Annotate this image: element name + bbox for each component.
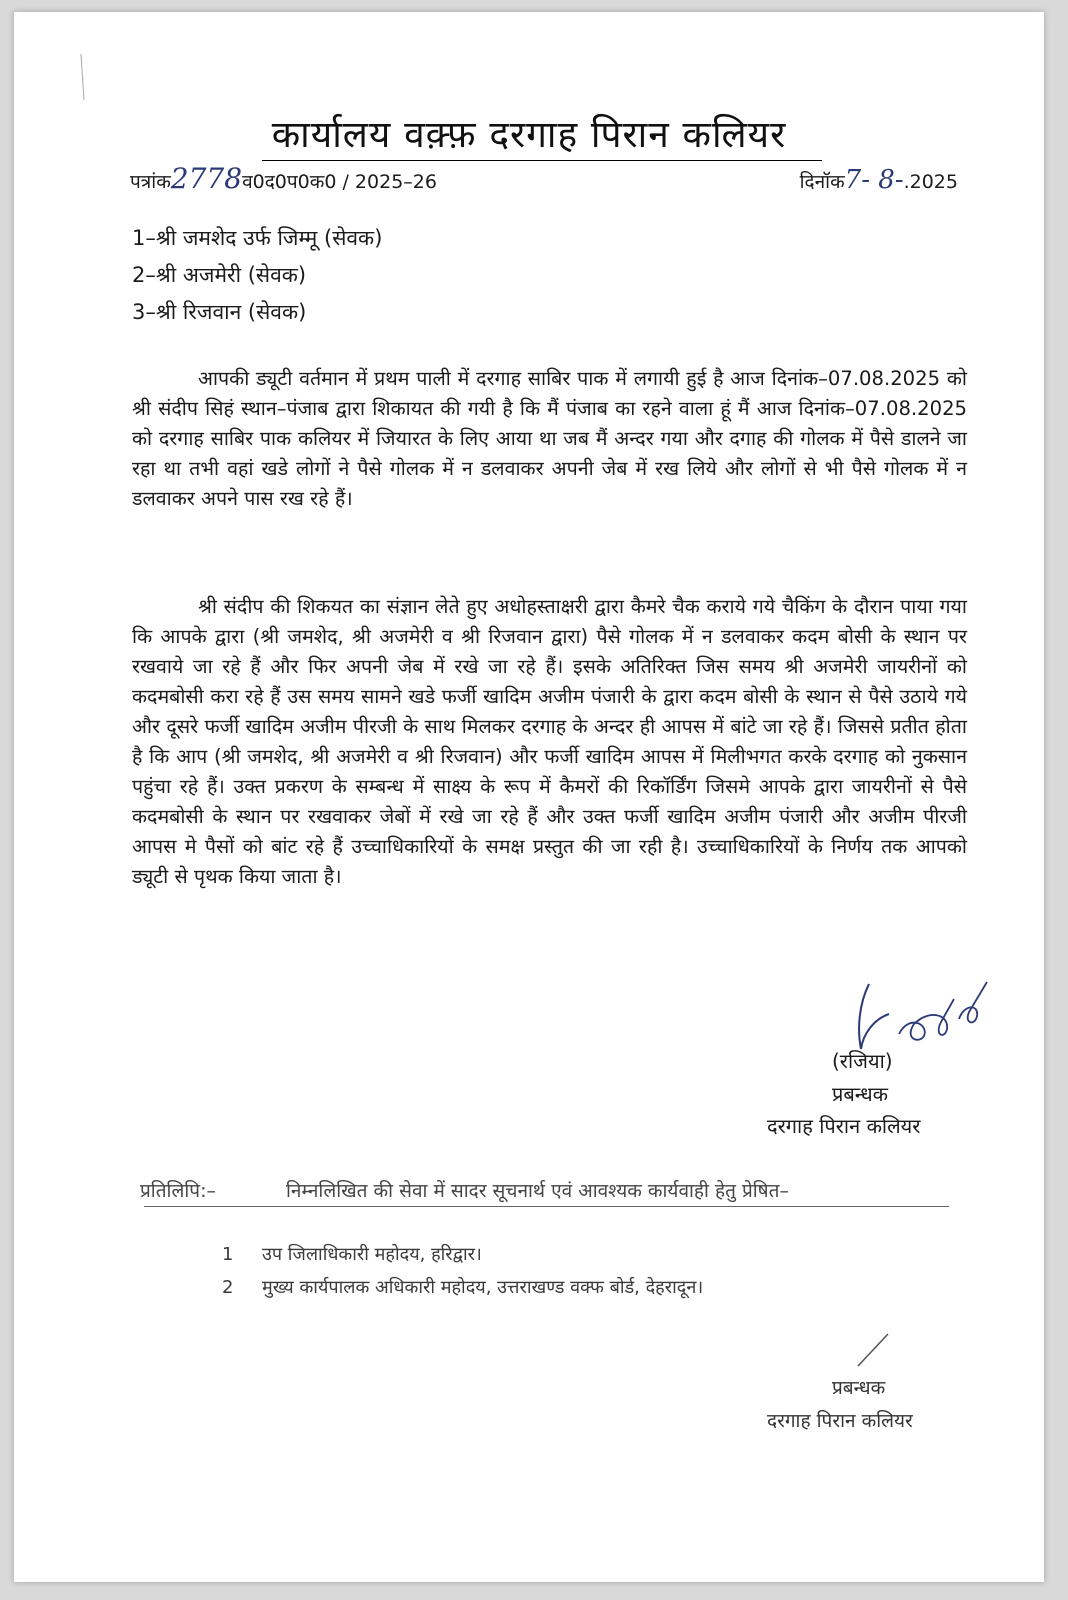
ref-prefix: पत्रांक bbox=[130, 171, 171, 193]
copy-recipient-item bbox=[222, 1238, 703, 1271]
letter-date bbox=[800, 165, 958, 195]
addressee-item: 1–श्री जमशेद उर्फ जिम्मू (सेवक) bbox=[132, 226, 383, 250]
date-handwritten: 7- 8- bbox=[844, 165, 904, 195]
margin-pen-mark bbox=[78, 52, 88, 102]
copy-recipient-item bbox=[222, 1271, 703, 1304]
reference-number bbox=[130, 162, 437, 195]
signatory-name: (रजिया) bbox=[832, 1049, 893, 1073]
body-paragraph-2 bbox=[132, 592, 967, 892]
ref-handwritten-number: 2778 bbox=[170, 162, 243, 195]
paragraph-text: श्री संदीप की शिकयत का संज्ञान लेते हुए अधोहस्ताक्षरी द्वारा कैमरे चैक कराये गये चैकिंग के दौरान पाया गया कि आपके द्वारा (श्री जमशेद, श्री अजमेरी व श्री रिजवान द्वारा) पैसे गोलक में न डलवाकर कदम बोसी के स्थान पर रखवाये जा रहे हैं और फिर अपनी जेब में रखे जा रहे हैं। इसके अतिरिक्त जिस समय श्री अजमेरी जायरीनों को कदमबोसी करा रहे हैं उस समय सामने खडे फर्जी खादिम अजीम पंजारी के द्वारा कदम बोसी के स्थान से पैसे उठाये गये और दूसरे फर्जी खादिम अजीम पीरजी के साथ मिलकर दरगाह के अन्दर ही आपस में बांटे जा रहे हैं। जिससे प्रतीत होता है कि आप (श्री जमशेद, श्री अजमेरी व श्री रिजवान) और फर्जी खादिम आपस में मिलीभगत करके दरगाह को नुकसान पहुंचा रहे हैं। उक्त प्रकरण के सम्बन्ध में साक्ष्य के रूप में कैमरों की रिकॉर्डिंग जिसमे आपके द्वारा जायरीनों से पैसे कदमबोसी के स्थान पर रखवाकर जेबों में रखे जा रहे हैं और उक्त फर्जी खादिम अजीम पंजारी और अजीम पीरजी आपस मे पैसों को बांट रहे हैं उच्चाधिकारियों के समक्ष प्रस्तुत की जा रही है। उच्चाधिकारियों के निर्णय तक आपको ड्यूटी से पृथक किया जाता है। bbox=[132, 595, 967, 888]
addressee-item: 3–श्री रिजवान (सेवक) bbox=[132, 300, 307, 324]
date-suffix: .2025 bbox=[903, 171, 958, 193]
title-underline bbox=[262, 160, 822, 161]
item-number: 1 bbox=[222, 1244, 234, 1265]
copy-recipient-list bbox=[222, 1238, 703, 1304]
copy-intro: निम्नलिखित की सेवा में सादर सूचनार्थ एवं आवश्यक कार्यवाही हेतु प्रेषित– bbox=[286, 1180, 789, 1202]
addressee-item: 2–श्री अजमेरी (सेवक) bbox=[132, 263, 307, 287]
item-text: मुख्य कार्यपालक अधिकारी महोदय, उत्तराखण्ड वक्फ बोर्ड, देहरादून। bbox=[262, 1277, 704, 1298]
copy-underline bbox=[144, 1206, 949, 1207]
ref-suffix: व0द0प0क0 / 2025–26 bbox=[242, 171, 437, 193]
date-prefix: दिनॉक bbox=[799, 171, 845, 193]
signatory-organization: दरगाह पिरान कलियर bbox=[767, 1114, 921, 1138]
copy-label: प्रतिलिपि:– bbox=[140, 1180, 216, 1202]
signatory-role: प्रबन्धक bbox=[832, 1082, 888, 1106]
item-number: 2 bbox=[222, 1277, 234, 1298]
signatory-organization-2: दरगाह पिरान कलियर bbox=[767, 1410, 913, 1432]
office-title: कार्यालय वक़्फ़ दरगाह पिरान कलियर bbox=[271, 113, 787, 156]
addressee-list bbox=[132, 220, 382, 331]
initial-mark bbox=[854, 1330, 894, 1370]
paragraph-text: आपकी ड्यूटी वर्तमान में प्रथम पाली में दरगाह साबिर पाक में लगायी हुई है आज दिनांक–07.08.2025 को श्री संदीप सिहं स्थान–पंजाब द्वारा शिकायत की गयी है कि मैं पंजाब का रहने वाला हूं मैं आज दिनांक–07.08.2025 को दरगाह साबिर पाक कलियर में जियारत के लिए आया था जब मैं अन्दर गया और दगाह की गोलक में पैसे डालने जा रहा था तभी वहां खडे लोगों ने पैसे गोलक में न डलवाकर अपनी जेब में रख लिये और लोगों से भी पैसे गोलक में न डलवाकर अपने पास रख रहे हैं। bbox=[132, 367, 967, 510]
letter-sheet bbox=[14, 12, 1044, 1582]
item-text: उप जिलाधिकारी महोदय, हरिद्वार। bbox=[262, 1244, 482, 1265]
signatory-role-2: प्रबन्धक bbox=[832, 1377, 886, 1399]
body-paragraph-1 bbox=[132, 364, 967, 514]
